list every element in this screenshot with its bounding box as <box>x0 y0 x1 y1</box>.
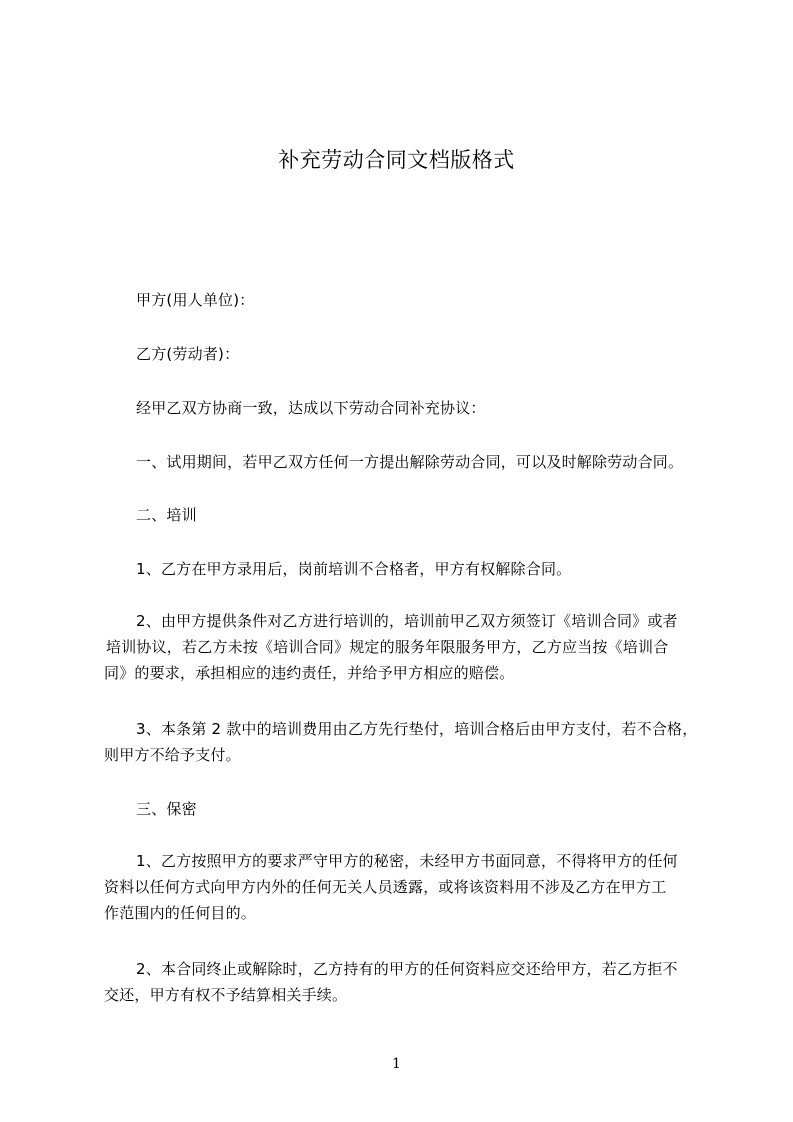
section-3-item-2-line-2: 交还，甲方有权不予结算相关手续。 <box>104 986 348 1004</box>
section-2-item-1: 1、乙方在甲方录用后，岗前培训不合格者，甲方有权解除合同。 <box>136 560 572 578</box>
section-2-item-2-line-2: 培训协议，若乙方未按《培训合同》规定的服务年限服务甲方，乙方应当按《培训合 <box>106 638 669 656</box>
section-2-item-2-line-3: 同》的要求，承担相应的违约责任，并给予甲方相应的赔偿。 <box>104 664 515 682</box>
section-3-item-2-line-1: 2、本合同终止或解除时，乙方持有的甲方的任何资料应交还给甲方，若乙方拒不 <box>136 960 678 978</box>
clause-1-probation: 一、试用期间，若甲乙双方任何一方提出解除劳动合同，可以及时解除劳动合同。 <box>136 453 684 471</box>
section-2-heading: 二、培训 <box>136 506 197 524</box>
section-3-item-1-line-2: 资料以任何方式向甲方内外的任何无关人员透露，或将该资料用不涉及乙方在甲方工 <box>104 878 667 896</box>
intro-paragraph: 经甲乙双方协商一致，达成以下劳动合同补充协议： <box>136 399 486 417</box>
party-a-line: 甲方(用人单位)： <box>136 291 255 309</box>
section-2-item-2-line-1: 2、由甲方提供条件对乙方进行培训的，培训前甲乙双方须签订《培训合同》或者 <box>136 612 678 630</box>
section-3-heading: 三、保密 <box>136 800 197 818</box>
document-title: 补充劳动合同文档版格式 <box>278 148 515 172</box>
party-b-line: 乙方(劳动者)： <box>136 345 240 363</box>
section-3-item-1-line-1: 1、乙方按照甲方的要求严守甲方的秘密，未经甲方书面同意，不得将甲方的任何 <box>136 852 678 870</box>
section-2-item-3-line-2: 则甲方不给予支付。 <box>104 746 241 764</box>
page-number: 1 <box>392 1056 401 1072</box>
section-3-item-1-line-3: 作范围内的任何目的。 <box>104 904 257 922</box>
section-2-item-3-line-1: 3、本条第 2 款中的培训费用由乙方先行垫付，培训合格后由甲方支付，若不合格， <box>136 720 698 738</box>
